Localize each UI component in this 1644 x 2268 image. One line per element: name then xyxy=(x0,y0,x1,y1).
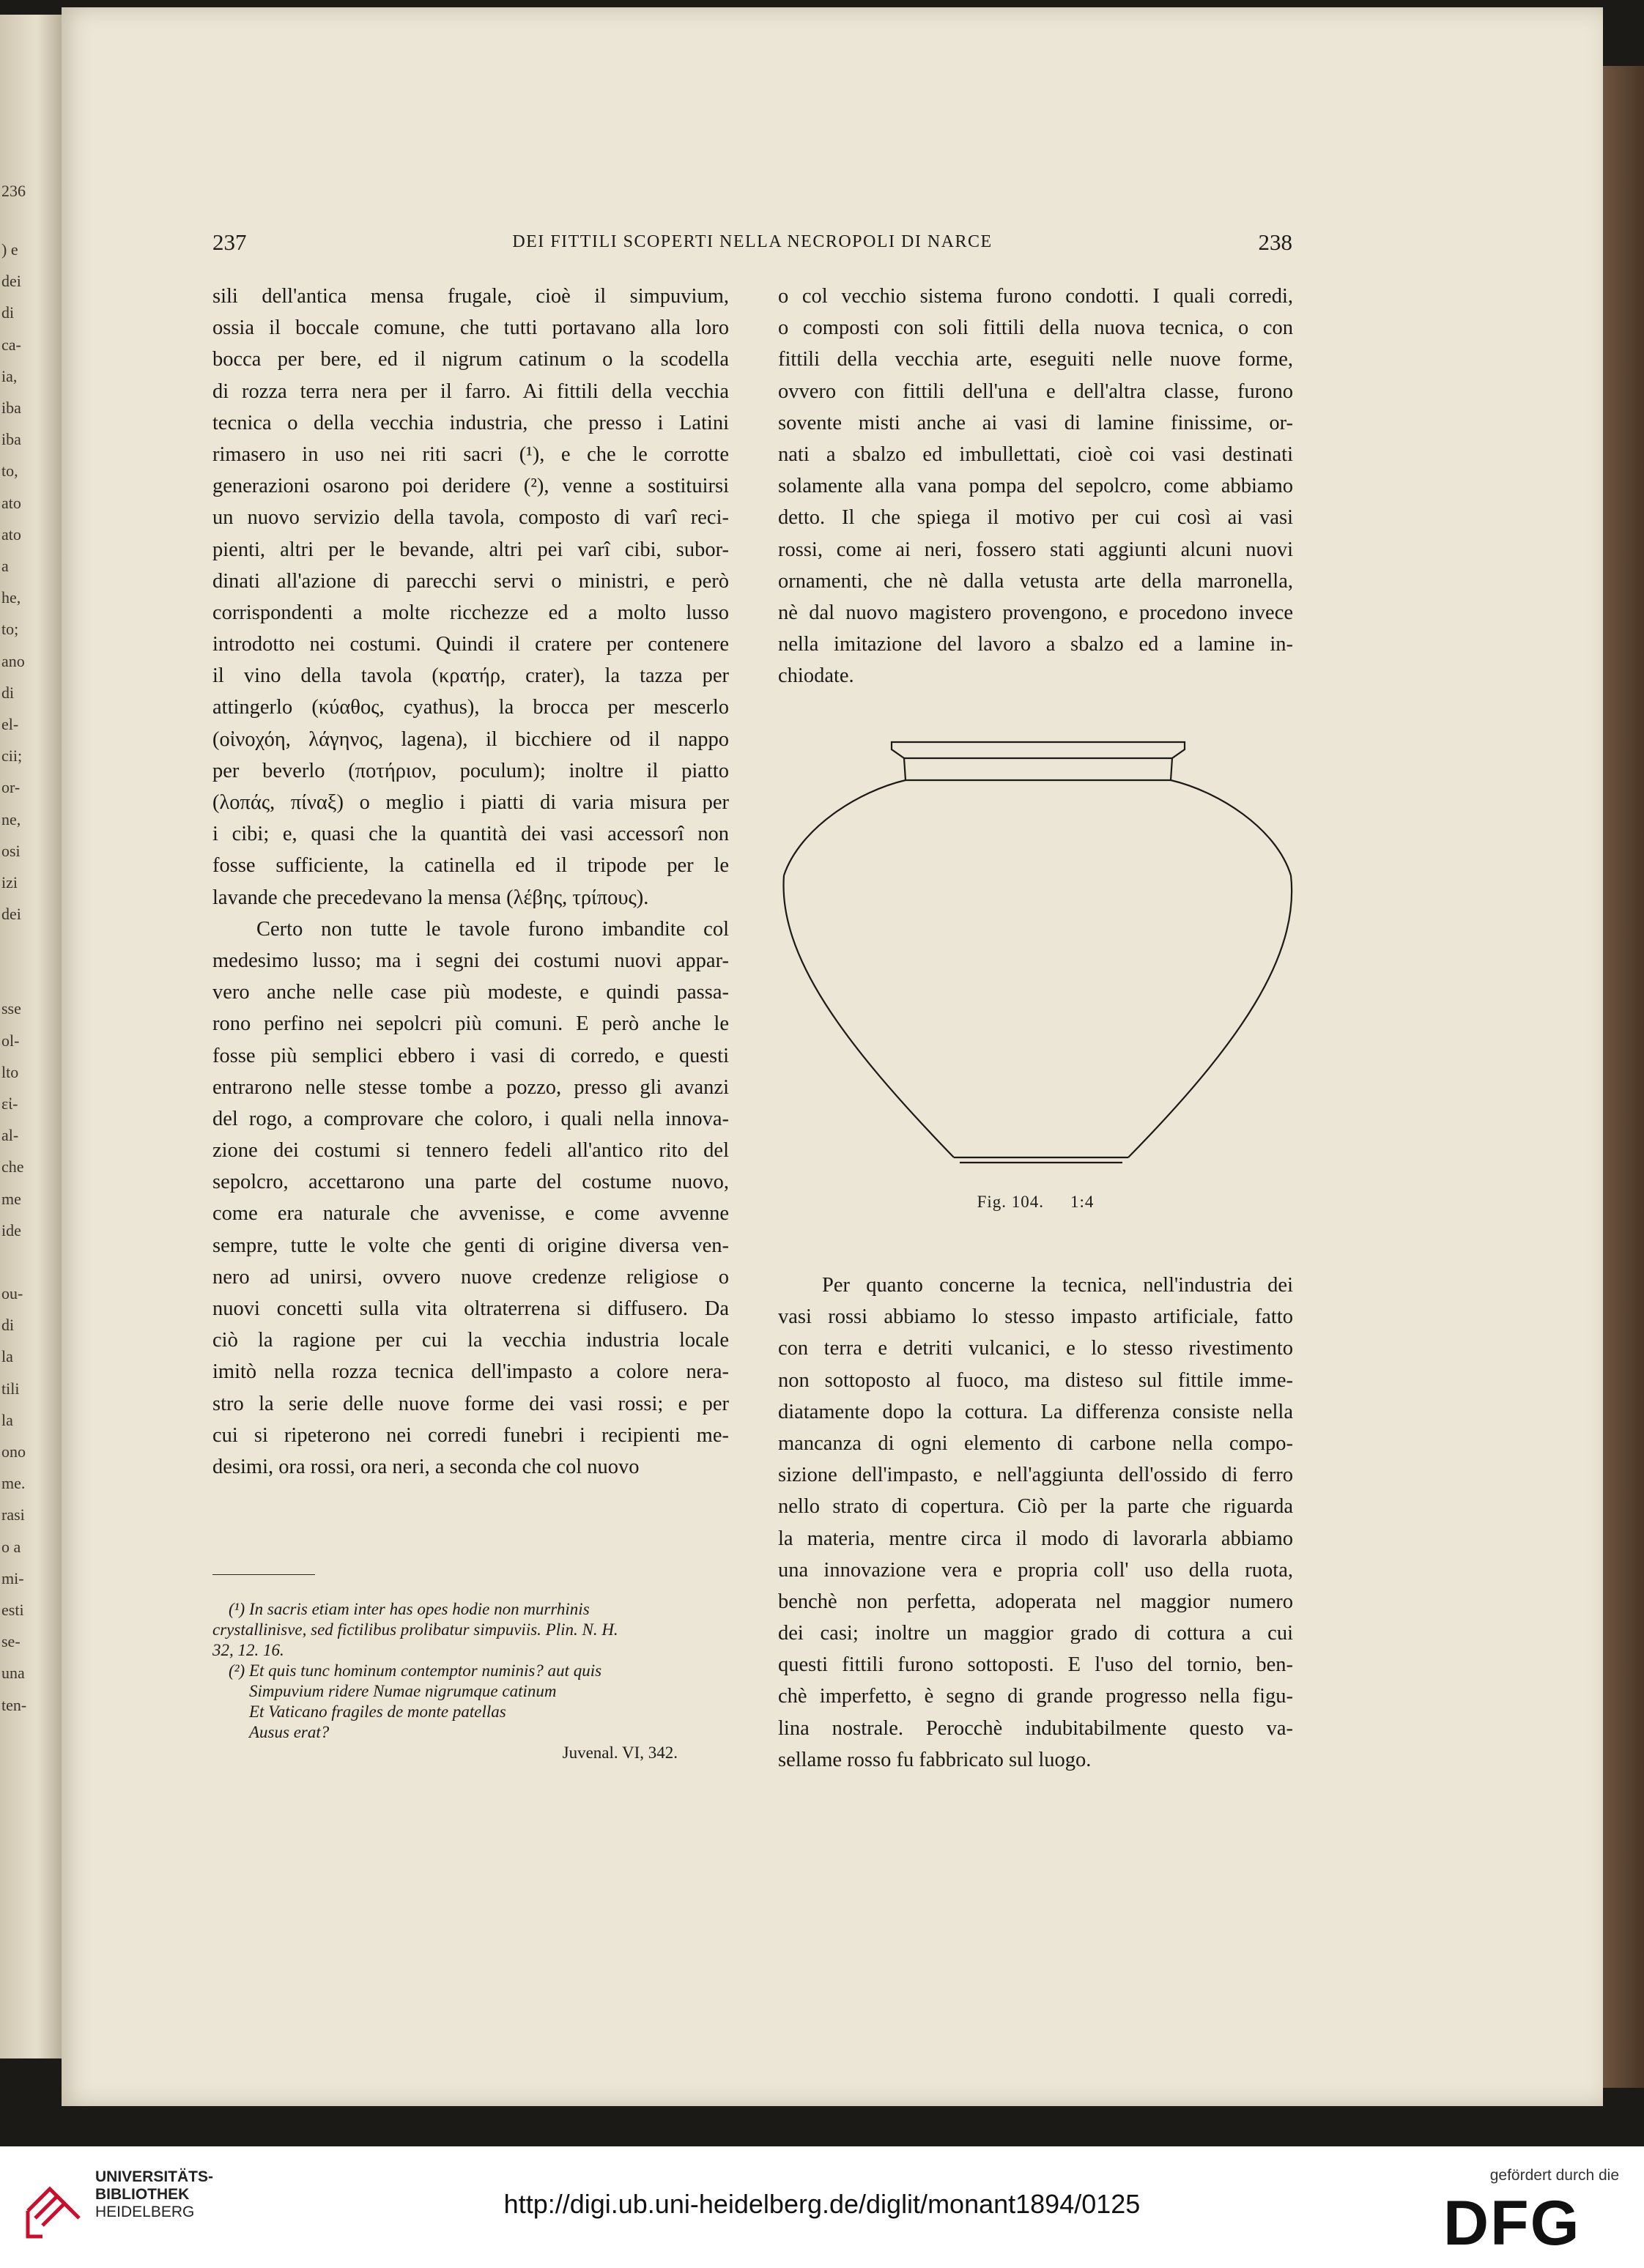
funded-by-label: gefördert durch die xyxy=(1489,2167,1619,2184)
book-spine-edge xyxy=(1603,66,1644,2088)
previous-page-text-fragment: sse xyxy=(1,999,21,1018)
previous-page-text-fragment: cii; xyxy=(1,746,23,766)
footnote-line: (¹) In sacris etiam inter has opes hodie non murrhinis xyxy=(229,1600,590,1618)
text-line: un nuovo servizio della tavola, composto di varî reci- xyxy=(212,506,729,530)
previous-page-text-fragment: εἰ- xyxy=(1,1094,18,1113)
dfg-logo-icon[interactable] xyxy=(1443,2192,1616,2253)
text-column-left xyxy=(212,281,729,1483)
text-line: zione dei costumi si tennero fedeli all'antico rito del xyxy=(212,1139,729,1163)
previous-page-text-fragment: mi- xyxy=(1,1568,24,1587)
text-line: (οἰνοχόη, λάγηνος, lagena), il bicchiere od il nappo xyxy=(212,727,729,751)
previous-page-text-fragment: una xyxy=(1,1664,25,1683)
text-line: sellame rosso fu fabbricato sul luogo. xyxy=(778,1748,1092,1771)
previous-page-text-fragment: ono xyxy=(1,1442,26,1461)
text-line: i cibi; e, quasi che la quantità dei vasi accessorî non xyxy=(212,823,729,846)
text-line: sempre, tutte le volte che genti di origine diversa ven- xyxy=(212,1234,729,1257)
previous-page-text-fragment: di xyxy=(1,303,15,322)
previous-page-text-fragment: dei xyxy=(1,905,21,924)
previous-page-text-fragment: me xyxy=(1,1189,21,1208)
text-line: Per quanto concerne la tecnica, nell'industria dei xyxy=(822,1274,1293,1297)
previous-page-text-fragment: ide xyxy=(1,1220,21,1239)
previous-page-edge xyxy=(0,15,62,2058)
text-line: imitò nella rozza tecnica dell'impasto a colore nera- xyxy=(212,1360,729,1384)
text-line: nello strato di copertura. Ciò per la parte che riguarda xyxy=(778,1495,1293,1519)
text-line: nella imitazione del lavoro a sbalzo ed a lamine in- xyxy=(778,633,1293,656)
footnote-rule xyxy=(212,1574,315,1575)
library-line: UNIVERSITÄTS- xyxy=(95,2168,214,2185)
previous-page-text-fragment: 236 xyxy=(1,182,26,200)
text-line: ossia il boccale comune, che tutti portavano alla loro xyxy=(212,316,729,340)
text-line: detto. Il che spiega il motivo per cui così ai vasi xyxy=(778,506,1293,530)
previous-page-text-fragment: dei xyxy=(1,272,21,291)
previous-page-text-fragment: izi xyxy=(1,873,18,892)
text-line: rono perfino nei sepolcri più comuni. E però anche le xyxy=(212,1012,729,1036)
text-line: una innovazione vera e propria coll' uso della ruota, xyxy=(778,1558,1293,1582)
text-line: dei casi; inoltre un maggior grado di cottura a cui xyxy=(778,1622,1293,1645)
previous-page-text-fragment: ) e xyxy=(1,240,18,259)
previous-page-text-fragment: se- xyxy=(1,1632,21,1651)
running-header xyxy=(212,222,1292,266)
text-line: sepolcro, accettarono una parte del costume nuovo, xyxy=(212,1171,729,1194)
text-line: come era naturale che avvenisse, e come avvenne xyxy=(212,1202,729,1226)
previous-page-text-fragment: or- xyxy=(1,778,21,797)
text-line: ornamenti, che nè dalla vetusta arte della marronella, xyxy=(778,569,1293,593)
text-line: del rogo, a comprovare che coloro, i quali nella innova- xyxy=(212,1107,729,1130)
previous-page-text-fragment: di xyxy=(1,683,15,702)
text-line: sizione dell'impasto, e nell'aggiunta dell'ossido di ferro xyxy=(778,1464,1293,1487)
footnote-line: Ausus erat? xyxy=(249,1723,330,1741)
text-line: solamente alla vana pompa del sepolcro, come abbiamo xyxy=(778,475,1293,498)
text-line: o composti con soli fittili della nuova tecnica, o con xyxy=(778,316,1293,340)
text-line: fittili della vecchia arte, eseguiti nelle nuove forme, xyxy=(778,348,1293,371)
figure-scale: 1:4 xyxy=(1070,1193,1095,1211)
page-number-left: 237 xyxy=(212,229,247,255)
vase-illustration xyxy=(778,736,1293,1176)
previous-page-text-fragment: ten- xyxy=(1,1695,27,1714)
previous-page-text-fragment: he, xyxy=(1,588,21,607)
previous-page-text-fragment: ne, xyxy=(1,809,21,829)
previous-page-text-fragment: che xyxy=(1,1157,24,1176)
previous-page-text-fragment: osi xyxy=(1,841,21,860)
footnote-line: (²) Et quis tunc hominum contemptor numinis? aut quis xyxy=(229,1661,602,1680)
previous-page-text-fragment: ato xyxy=(1,525,21,544)
previous-page-text-fragment: el- xyxy=(1,715,19,733)
text-line: nè dal nuovo magistero provengono, e procedono invece xyxy=(778,601,1293,624)
text-column-right-top xyxy=(778,281,1293,692)
text-line: vasi rossi abbiamo lo stesso impasto artificiale, fatto xyxy=(778,1305,1293,1329)
text-line: (λοπάς, πίναξ) o meglio i piatti di varia misura per xyxy=(212,791,729,814)
text-line: rimasero in uso nei riti sacri (¹), e che le corrotte xyxy=(212,442,729,466)
footnote-line: 32, 12. 16. xyxy=(212,1641,284,1659)
previous-page-text-fragment: di xyxy=(1,1316,15,1335)
text-line: benchè non perfetta, adoperata nel maggior numero xyxy=(778,1590,1293,1613)
library-line: BIBLIOTHEK xyxy=(95,2186,190,2203)
previous-page-text-fragment: ca- xyxy=(1,335,21,354)
text-line: chiodate. xyxy=(778,664,854,688)
text-line: la materia, mentre circa il modo di lavorarla abbiamo xyxy=(778,1527,1293,1550)
text-line: nuovi concetti sulla vita oltraterrena si diffusero. Da xyxy=(212,1297,729,1320)
previous-page-text-fragment: to, xyxy=(1,462,18,481)
text-line: diatamente dopo la cottura. La differenza consiste nella xyxy=(778,1400,1293,1423)
text-line: nero ad unirsi, ovvero nuove credenze religiose o xyxy=(212,1265,729,1289)
text-line: ciò la ragione per cui la vecchia industria locale xyxy=(212,1329,729,1352)
permalink-url[interactable]: http://digi.ub.uni-heidelberg.de/diglit/monant1894/0125 xyxy=(503,2189,1141,2219)
text-line: Certo non tutte le tavole furono imbandite col xyxy=(256,917,729,941)
text-line: mancanza di ogni elemento di carbone nella compo- xyxy=(778,1431,1293,1455)
previous-page-text-fragment: la xyxy=(1,1410,13,1429)
text-line: lavande che precedevano la mensa (λέβης, τρίπους). xyxy=(212,886,649,909)
page-number-right: 238 xyxy=(1258,229,1292,255)
text-line: ovvero con fittili dell'una e dell'altra classe, furono xyxy=(778,379,1293,403)
text-line: bocca per bere, ed il nigrum catinum o la scodella xyxy=(212,348,729,371)
text-line: attingerlo (κύαθος, cyathus), la brocca per mescerlo xyxy=(212,696,729,719)
text-line: fosse più semplici ebbero i vasi di corredo, e questi xyxy=(212,1044,729,1067)
previous-page-text-fragment: o a xyxy=(1,1537,21,1556)
text-line: fosse sufficiente, la catinella ed il tripode per le xyxy=(212,854,729,878)
text-line: chè imperfetto, è segno di grande progresso nella figu- xyxy=(778,1685,1293,1708)
figure-label: Fig. 104. xyxy=(977,1193,1045,1211)
text-line: desimi, ora rossi, ora neri, a seconda che col nuovo xyxy=(212,1455,640,1478)
footnote-line: Juvenal. VI, 342. xyxy=(562,1743,678,1762)
previous-page-text-fragment: iba xyxy=(1,399,21,417)
previous-page-text-fragment: ia, xyxy=(1,366,18,385)
text-line: corrispondenti a molte ricchezze ed a molto lusso xyxy=(212,601,729,624)
previous-page-text-fragment: ano xyxy=(1,651,25,670)
text-line: cui si ripeterono nei corredi funebri i recipienti me- xyxy=(212,1423,729,1447)
text-line: medesimo lusso; ma i segni dei costumi nuovi appar- xyxy=(212,949,729,972)
text-line: il vino della tavola (κρατήρ, crater), la tazza per xyxy=(212,664,729,688)
text-line: introdotto nei costumi. Quindi il cratere per contenere xyxy=(212,633,729,656)
text-line: per beverlo (ποτήριον, poculum); inoltre il piatto xyxy=(212,759,729,782)
footnote-line: Simpuvium ridere Numae nigrumque catinum xyxy=(249,1682,557,1700)
text-line: tecnica o della vecchia industria, che presso i Latini xyxy=(212,411,729,434)
text-line: non sottoposto al fuoco, ma disteso sul fittile imme- xyxy=(778,1368,1293,1392)
library-line: HEIDELBERG xyxy=(95,2204,195,2220)
previous-page-text-fragment: me. xyxy=(1,1474,26,1493)
dfg-logo-text: DFG xyxy=(1443,2192,1581,2253)
text-line: sili dell'antica mensa frugale, cioè il simpuvium, xyxy=(212,285,729,308)
text-line: con terra e detriti vulcanici, e lo stesso rivestimento xyxy=(778,1337,1293,1360)
text-line: pienti, altri per le bevande, altri pei varî cibi, subor- xyxy=(212,538,729,561)
figure-caption xyxy=(778,1193,1293,1212)
text-line: entrarono nelle stesse tombe a pozzo, presso gli avanzi xyxy=(212,1075,729,1099)
text-line: dinati all'azione di parecchi servi o ministri, e però xyxy=(212,569,729,593)
text-line: rossi, come ai neri, fossero stati aggiunti alcuni nuovi xyxy=(778,538,1293,561)
previous-page-text-fragment: to; xyxy=(1,620,19,639)
text-line: questi fittili furono sottoposti. E l'uso del tornio, ben- xyxy=(778,1653,1293,1677)
previous-page-text-fragment: tili xyxy=(1,1379,20,1398)
previous-page-text-fragment: ou- xyxy=(1,1284,23,1302)
text-line: stro la serie delle nuove forme dei vasi rossi; e per xyxy=(212,1392,729,1415)
previous-page-text-fragment: a xyxy=(1,557,9,575)
text-line: generazioni osarono poi deridere (²), venne a sostituirsi xyxy=(212,475,729,498)
text-column-right-bottom xyxy=(778,1270,1293,1776)
digitization-footer xyxy=(0,2146,1644,2268)
text-line: vero anche nelle case più modeste, e quindi passa- xyxy=(212,981,729,1004)
previous-page-text-fragment: esti xyxy=(1,1601,24,1619)
footnote-line: crystallinisve, sed fictilibus prolibatur simpuviis. Plin. N. H. xyxy=(212,1620,618,1639)
running-title: DEI FITTILI SCOPERTI NELLA NECROPOLI DI NARCE xyxy=(512,232,993,251)
footnotes xyxy=(212,1599,729,1763)
previous-page-text-fragment: iba xyxy=(1,430,21,449)
text-line: sovente misti anche ai vasi di lamine finissime, or- xyxy=(778,411,1293,434)
footnote-line: Et Vaticano fragiles de monte patellas xyxy=(249,1702,506,1721)
previous-page-text-fragment: lto xyxy=(1,1062,19,1081)
text-line: lina nostrale. Perocchè indubitabilmente questo va- xyxy=(778,1716,1293,1740)
text-line: o col vecchio sistema furono condotti. I quali corredi, xyxy=(778,285,1293,308)
previous-page-text-fragment: al- xyxy=(1,1126,19,1145)
previous-page-text-fragment: ol- xyxy=(1,1031,20,1050)
previous-page-text-fragment: rasi xyxy=(1,1505,25,1524)
text-line: di rozza terra nera per il farro. Ai fittili della vecchia xyxy=(212,379,729,403)
previous-page-text-fragment: la xyxy=(1,1347,13,1366)
previous-page-text-fragment: ato xyxy=(1,493,21,512)
text-line: nati a sbalzo ed imbullettati, cioè coi vasi destinati xyxy=(778,442,1293,466)
